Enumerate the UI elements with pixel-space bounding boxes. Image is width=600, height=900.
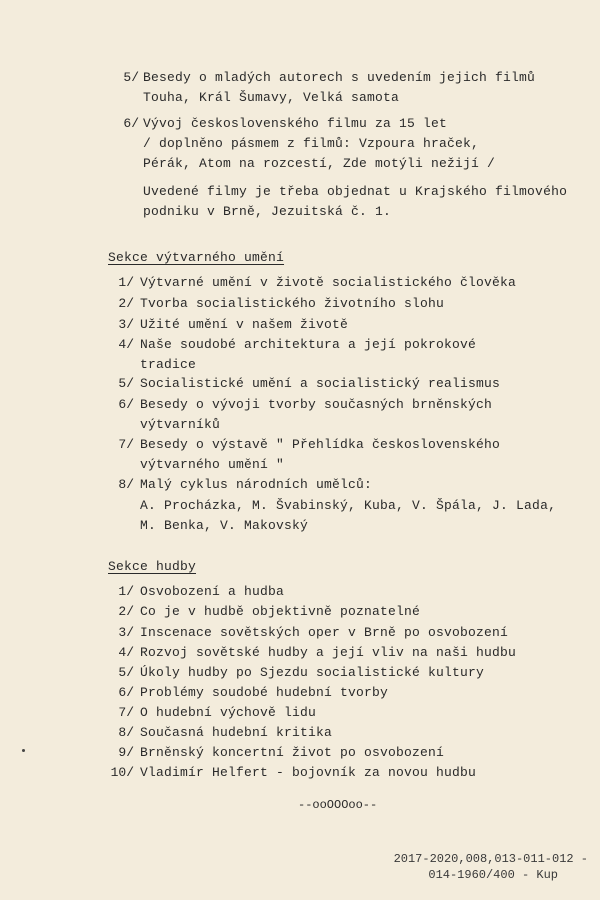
art-item-2-line-1: Tvorba socialistického životního slohu <box>140 296 445 311</box>
archive-reference-line-2: 014-1960/400 - Kup <box>428 868 558 882</box>
art-item-8-line-1: Malý cyklus národních umělců: <box>140 477 373 492</box>
art-item-6-number: 6/ <box>118 397 134 412</box>
film-note-line-2: podniku v Brně, Jezuitská č. 1. <box>143 204 392 219</box>
archive-reference-line-1: 2017-2020,008,013-011-012 - <box>393 852 588 866</box>
music-item-6-number: 6/ <box>118 685 134 700</box>
ink-speck <box>22 749 25 752</box>
film-item-5-number: 5/ <box>123 70 139 85</box>
music-item-6-line-1: Problémy soudobé hudební tvorby <box>140 685 389 700</box>
music-item-10-number: 10/ <box>110 765 134 780</box>
music-item-7-number: 7/ <box>118 705 134 720</box>
art-item-4-number: 4/ <box>118 337 134 352</box>
film-item-5-line-2: Touha, Král Šumavy, Velká samota <box>143 90 400 105</box>
art-item-5-number: 5/ <box>118 376 134 391</box>
art-item-4-line-1: Naše soudobé architektura a její pokrokové <box>140 337 477 352</box>
art-item-8-number: 8/ <box>118 477 134 492</box>
art-item-3-line-1: Užité umění v našem životě <box>140 317 349 332</box>
music-item-3-number: 3/ <box>118 625 134 640</box>
art-item-1-line-1: Výtvarné umění v životě socialistického člověka <box>140 275 517 290</box>
music-item-8-line-1: Současná hudební kritika <box>140 725 333 740</box>
end-ornament: --ooOOOoo-- <box>298 798 378 812</box>
film-item-5-line-1: Besedy o mladých autorech s uvedením jejich filmů <box>143 70 536 85</box>
art-item-8-line-3: M. Benka, V. Makovský <box>140 518 309 533</box>
section-art-heading: Sekce výtvarného umění <box>108 250 285 265</box>
music-item-1-number: 1/ <box>118 584 134 599</box>
music-item-10-line-1: Vladimír Helfert - bojovník za novou hudbu <box>140 765 477 780</box>
art-item-8-line-2: A. Procházka, M. Švabinský, Kuba, V. Špála, J. Lada, <box>140 498 557 513</box>
music-item-1-line-1: Osvobození a hudba <box>140 584 285 599</box>
art-item-1-number: 1/ <box>118 275 134 290</box>
art-item-3-number: 3/ <box>118 317 134 332</box>
music-item-4-line-1: Rozvoj sovětské hudby a její vliv na naši hudbu <box>140 645 517 660</box>
art-item-6-line-2: výtvarníků <box>140 417 221 432</box>
music-item-9-number: 9/ <box>118 745 134 760</box>
art-item-4-line-2: tradice <box>140 357 197 372</box>
music-item-7-line-1: O hudební výchově lidu <box>140 705 317 720</box>
art-item-2-number: 2/ <box>118 296 134 311</box>
film-item-6-line-1: Vývoj československého filmu za 15 let <box>143 116 448 131</box>
art-item-7-line-2: výtvarného umění " <box>140 457 285 472</box>
music-item-2-number: 2/ <box>118 604 134 619</box>
music-item-2-line-1: Co je v hudbě objektivně poznatelné <box>140 604 421 619</box>
art-item-7-number: 7/ <box>118 437 134 452</box>
music-item-5-line-1: Úkoly hudby po Sjezdu socialistické kultury <box>140 665 485 680</box>
section-music-heading: Sekce hudby <box>108 559 197 574</box>
film-note-line-1: Uvedené filmy je třeba objednat u Krajského filmového <box>143 184 568 199</box>
film-item-6-number: 6/ <box>123 116 139 131</box>
music-item-3-line-1: Inscenace sovětských oper v Brně po osvobození <box>140 625 509 640</box>
film-item-6-line-2: / doplněno pásmem z filmů: Vzpoura hraček, <box>143 136 480 151</box>
art-item-6-line-1: Besedy o vývoji tvorby současných brněnských <box>140 397 493 412</box>
music-item-9-line-1: Brněnský koncertní život po osvobození <box>140 745 445 760</box>
music-item-4-number: 4/ <box>118 645 134 660</box>
art-item-7-line-1: Besedy o výstavě " Přehlídka československého <box>140 437 501 452</box>
music-item-8-number: 8/ <box>118 725 134 740</box>
music-item-5-number: 5/ <box>118 665 134 680</box>
art-item-5-line-1: Socialistické umění a socialistický realismus <box>140 376 501 391</box>
film-item-6-line-3: Pérák, Atom na rozcestí, Zde motýli nežijí / <box>143 156 496 171</box>
